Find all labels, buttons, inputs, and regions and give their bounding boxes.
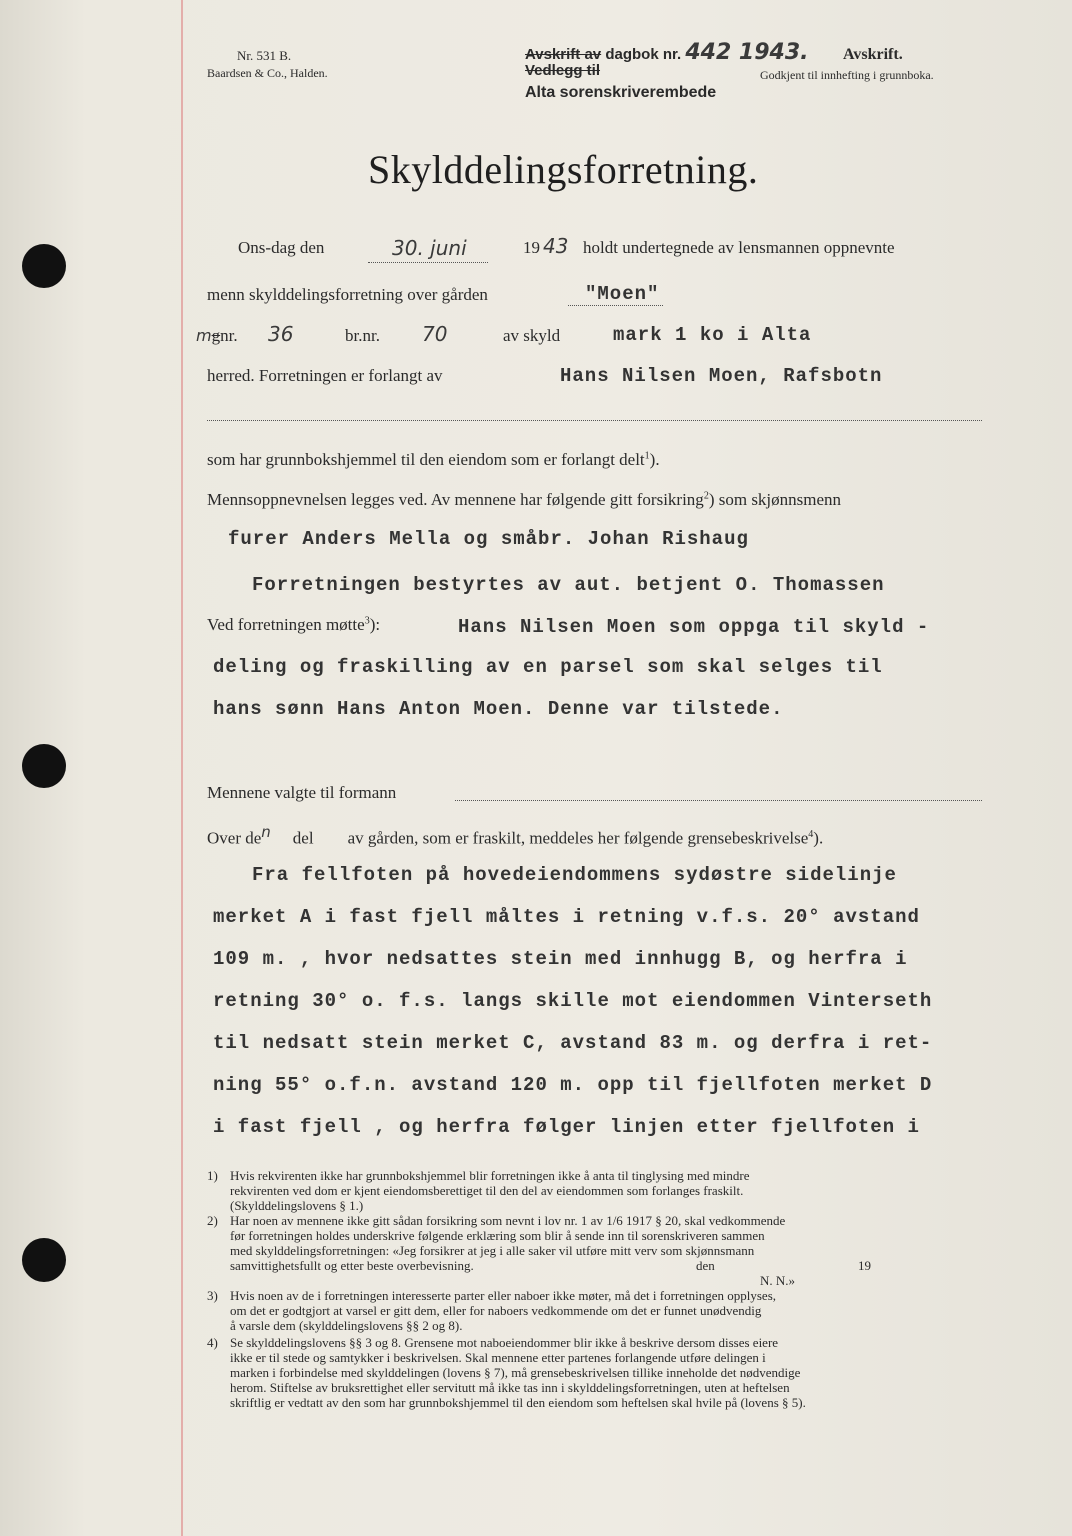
attended-text-1: Hans Nilsen Moen som oppga til skyld - (458, 616, 930, 638)
footnote-4-l4: herom. Stiftelse av bruksrettighet eller servitutt må ikke tas inn i skylddelingsforretningen, uten at heftelsen (230, 1380, 790, 1395)
footnote-2-l3: med skylddelingsforretningen: «Jeg forsikrer at jeg i alle saker vil utføre mitt verv som skjønnsmann (230, 1243, 755, 1258)
farm-name: "Moen" (585, 283, 660, 305)
stamp-line2: Vedlegg til (525, 62, 601, 79)
managed-by: Forretningen bestyrtes av aut. betjent O. Thomassen (252, 574, 885, 596)
footnote-3-l3: å varsle dem (skylddelingslovens §§ 2 og 8). (230, 1318, 463, 1333)
boundary-line-4: retning 30° o. f.s. langs skille mot eiendommen Vinterseth (213, 990, 933, 1012)
punch-hole-bottom (22, 1238, 66, 1282)
attended-text-3: hans sønn Hans Anton Moen. Denne var tilstede. (213, 698, 784, 720)
year-prefix: 19 (523, 238, 540, 257)
footnote-2-l2: før forretningen holdes underskrive følgende erklæring som blir å sende inn til sorenskriveren sammen (230, 1228, 765, 1243)
gnr-value: 36 (268, 322, 294, 346)
footnote-2-l1: Har noen av mennene ikke gitt sådan forsikring som nevnt i lov nr. 1 av 1/6 1917 § 20, skal vedkommende (230, 1213, 786, 1228)
footnote-2-nn: N. N.» (760, 1273, 796, 1288)
line-held: holdt undertegnede av lensmannen oppnevnte (583, 238, 895, 257)
stamp-office: Alta sorenskriverembede (525, 84, 717, 101)
footnote-1-l2: rekvirenten ved dom er kjent eiendomsberettiget til den del av eiendommen som forlanges fraskilt. (230, 1183, 744, 1198)
boundary-line-5: til nedsatt stein merket C, avstand 83 m. og derfra i ret- (213, 1032, 933, 1054)
margin-rule (181, 0, 183, 1536)
stamp-line1: Avskrift av dagbok nr. 442 1943. (525, 40, 809, 65)
boundary-line-1: Fra fellfoten på hovedeiendommens sydøstre sidelinje (252, 864, 897, 886)
requested-by: Hans Nilsen Moen, Rafsbotn (560, 365, 883, 387)
footnote-4-l3: marken i forbindelse med skylddelingen (lovens § 7), må grensebeskrivelsen tillike inneholde det nødvendige (230, 1365, 801, 1380)
publisher: Baardsen & Co., Halden. (207, 66, 328, 80)
footnote-2-year: 19 (858, 1258, 871, 1273)
avskrift-label: Avskrift. (843, 46, 903, 63)
footnote-2-num: 2) (207, 1213, 218, 1228)
year-value: 43 (543, 234, 569, 258)
bnr-label: br.nr. (345, 326, 380, 345)
journal-number: 442 1943. (685, 40, 809, 65)
form-number: Nr. 531 B. (237, 48, 292, 63)
line-date: Ons-dag den (238, 238, 325, 257)
appraisers: furer Anders Mella og småbr. Johan Rishaug (228, 528, 749, 550)
footnote-1-l3: (Skylddelingslovens § 1.) (230, 1198, 364, 1213)
footnote-2-l4: samvittighetsfullt og etter beste overbevisning. (230, 1258, 474, 1273)
document-title: Skylddelingsforretning. (368, 147, 759, 192)
footnote-4-l1: Se skylddelingslovens §§ 3 og 8. Grensene mot naboeiendommer blir ikke å beskrive dersom disses eiere (230, 1335, 779, 1350)
punch-hole-middle (22, 744, 66, 788)
boundary-line-2: merket A i fast fjell måltes i retning v.f.s. 20° avstand (213, 906, 920, 928)
footnote-2-den: den (696, 1258, 715, 1273)
footnote-1-num: 1) (207, 1168, 218, 1183)
boundary-line-6: ning 55° o.f.n. avstand 120 m. opp til fjellfoten merket D (213, 1074, 933, 1096)
line-grunnbok: som har grunnbokshjemmel til den eiendom som er forlangt delt$^1$). (207, 450, 660, 469)
line-requested: herred. Forretningen er forlangt av (207, 366, 443, 385)
skyld-value: mark 1 ko i Alta (613, 324, 812, 346)
line-gnr: mgnr. (196, 326, 238, 345)
skyld-label: av skyld (503, 326, 561, 345)
footnote-3-l2: om det er godtgjort at varsel er gitt dem, eller for naboers vedkommende om det er funnet unødvendig (230, 1303, 762, 1318)
footnote-1-l1: Hvis rekvirenten ikke har grunnbokshjemmel blir forretningen ikke å anta til tinglysing med mindre (230, 1168, 750, 1183)
attended-text-2: deling og fraskilling av en parsel som skal selges til (213, 656, 883, 678)
line-chairman: Mennene valgte til formann (207, 783, 397, 802)
line-farm: menn skylddelingsforretning over gården (207, 285, 488, 304)
bnr-value: 70 (422, 322, 448, 346)
line-attended: Ved forretningen møtte$^3$): (207, 615, 381, 634)
footnote-3-l1: Hvis noen av de i forretningen interesserte parter eller naboer ikke møter, må det i forretningen opplyses, (230, 1288, 777, 1303)
footnote-3-num: 3) (207, 1288, 218, 1303)
boundary-line-7: i fast fjell , og herfra følger linjen etter fjellfoten i (213, 1116, 920, 1138)
footnote-4-l5: skriftlig er vedtatt av den som har grunnbokshjemmel til den eiendom som heftelsen skal hvile på (lovens § 5). (230, 1395, 806, 1410)
approval-note: Godkjent til innhefting i grunnboka. (760, 68, 934, 82)
date-value: 30. juni (392, 236, 467, 260)
line-boundary-intro: Over den del av gården, som er fraskilt, meddeles her følgende grensebeskrivelse$^4$). (207, 823, 824, 848)
footnote-4-num: 4) (207, 1335, 218, 1350)
line-men: Mennsoppnevnelsen legges ved. Av mennene har følgende gitt forsikring$^2$) som skjønnsmenn (207, 490, 842, 509)
boundary-line-3: 109 m. , hvor nedsattes stein med innhugg B, og herfra i (213, 948, 908, 970)
footnote-4-l2: ikke er til stede og samtykker i beskrivelsen. Skal mennene etter partenes forlangende utføre delingen i (230, 1350, 766, 1365)
punch-hole-top (22, 244, 66, 288)
